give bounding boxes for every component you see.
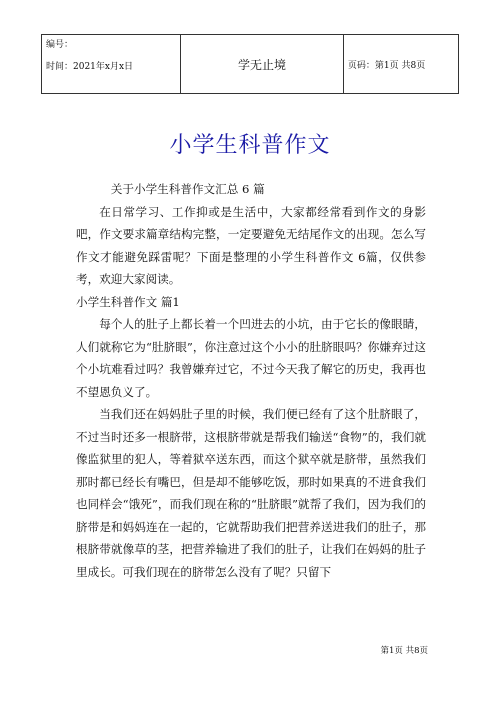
- paragraph-2: 每个人的肚子上都长着一个凹进去的小坑，由于它长的像眼睛，人们就称它为“肚脐眼”，你注意过这个小小的肚脐眼吗？你嫌弃过这个小坑难看过吗？我曾嫌弃过它，不过今天我了解它的历史，我再也不望恩负义了。: [76, 317, 426, 399]
- header-left-cell: [42, 35, 181, 94]
- paragraph-3: 当我们还在妈妈肚子里的时候，我们便已经有了这个肚脐眼了，不过当时还多一根脐带，这根脐带就是帮我们输送“食物”的，我们就像监狱里的犯人，等着狱卒送东西，而这个狱卒就是脐带，虽然我们那时都已经长有嘴巴，但是却不能够吃饭，那时如果真的不进食我们也同样会“饿死”，而我们现在称的“肚脐眼”就帮了我们，因为我们的脐带是和妈妈连在一起的，它就帮助我们把营养送进我们的肚子，那根脐带就像草的茎，把营养输进了我们的肚子，让我们在妈妈的肚子里成长。可我们现在的脐带怎么没有了呢？只留下: [76, 407, 426, 579]
- paragraph-1: 在日常学习、工作抑或是生活中，大家都经常看到作文的身影吧，作文要求篇章结构完整，一定要避免无结尾作文的出现。怎么写作文才能避免踩雷呢？下面是整理的小学生科普作文 6篇，仅供参考，欢迎大家阅读。: [76, 204, 426, 286]
- document-body: [76, 178, 426, 583]
- header-page-number: [343, 35, 458, 94]
- intro-line: 关于小学生科普作文汇总 6 篇: [110, 182, 265, 196]
- header-page-label: 页码：第1页 共8页: [347, 60, 426, 71]
- section-heading: 小学生科普作文 篇1: [76, 294, 180, 309]
- header-center-title: 学无止境: [181, 35, 344, 94]
- serial-number-label: 编号：: [46, 40, 74, 50]
- document-title: 小学生科普作文: [169, 133, 331, 158]
- date-label: 时间：2021年x月x日: [46, 62, 134, 72]
- page-footer: 第1页 共8页: [380, 646, 428, 656]
- document-header: [41, 34, 459, 94]
